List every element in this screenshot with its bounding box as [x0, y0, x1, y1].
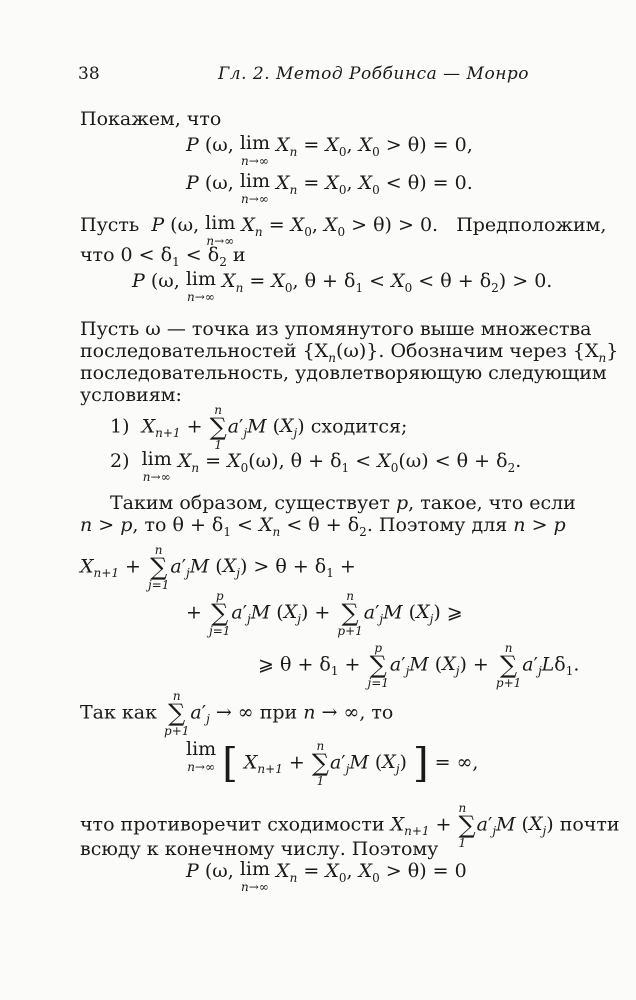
paragraph-line: n > p, то $\theta + \delta_1 < X_n < \theta + \delta_2$. Поэтому для n > p — [80, 514, 566, 539]
text-line-chto: что $0 < \delta_1 < \delta_2$ и — [80, 244, 246, 269]
formula-final: P (ω, lim n→∞ $X_n = X_0$, $X_0 > \theta) = 0$ — [186, 858, 467, 894]
paragraph-line: Таким образом, существует p, такое, что если — [110, 492, 576, 514]
paragraph-line: что противоречит сходимости $X_{n+1}$ + n ∑ 1 $a'_jM$ $(X_j)$ почти — [80, 801, 620, 850]
formula-1: P (ω, lim n→∞ $X_n = X_0$, $X_0 > \theta) = 0$, — [186, 132, 473, 168]
running-title: Гл. 2. Метод Роббинса — Монро — [218, 64, 530, 84]
text-line: Покажем, что — [80, 108, 222, 130]
limit-formula: lim n→∞ [ $X_{n+1}$ + n ∑ 1 $a'_jM$ $(X_j)$ ] = ∞, — [186, 738, 479, 788]
page-number: 38 — [78, 64, 100, 84]
condition-2: 2) lim n→∞ $X_n = X_0(\omega)$, $\theta + \delta_1 < X_0(\omega) < \theta + \delta_2$. — [110, 448, 522, 484]
inequality-line-3: ⩾ $\theta + \delta_1$ + p ∑ j=1 $a'_jM$ $(X_j)$ + n ∑ p+1 $a'_jL\delta_1$. — [258, 641, 580, 690]
inequality-line-1: $X_{n+1}$ + n ∑ j=1 $a'_jM$ $(X_j) > \theta + \delta_1$ + — [80, 543, 356, 592]
inequality-line-2: + p ∑ j=1 $a'_jM$ $(X_j)$ + n ∑ p+1 $a'_jM$ $(X_j)$ ⩾ — [186, 589, 463, 638]
text-line-pust: Пусть P (ω, lim n→∞ $X_n = X_0$, $X_0 > \theta) > 0$. Предположим, — [80, 212, 607, 248]
paragraph-line: последовательность, удовлетворяющую следующим — [80, 362, 607, 384]
paragraph-line: Пусть ω — точка из упомянутого выше множества — [80, 318, 592, 340]
paragraph-line: условиям: — [80, 384, 182, 406]
paragraph-line: последовательностей $\{X_n(\omega)\}$. Обозначим через $\{X_n\}$ — [80, 340, 619, 365]
formula-3: P (ω, lim n→∞ $X_n = X_0$, $\theta + \delta_1 < X_0 < \theta + \delta_2) > 0$. — [132, 268, 553, 304]
formula-2: P (ω, lim n→∞ $X_n = X_0$, $X_0 < \theta) = 0$. — [186, 170, 473, 206]
paragraph-line: всюду к конечному числу. Поэтому — [80, 838, 439, 860]
condition-1: 1) $X_{n+1}$ + n ∑ 1 $a'_jM$ $(X_j)$ сходится; — [110, 403, 408, 452]
text-line-tak-kak: Так как n ∑ p+1 $a'_j$ → ∞ при n → ∞, то — [80, 689, 394, 738]
